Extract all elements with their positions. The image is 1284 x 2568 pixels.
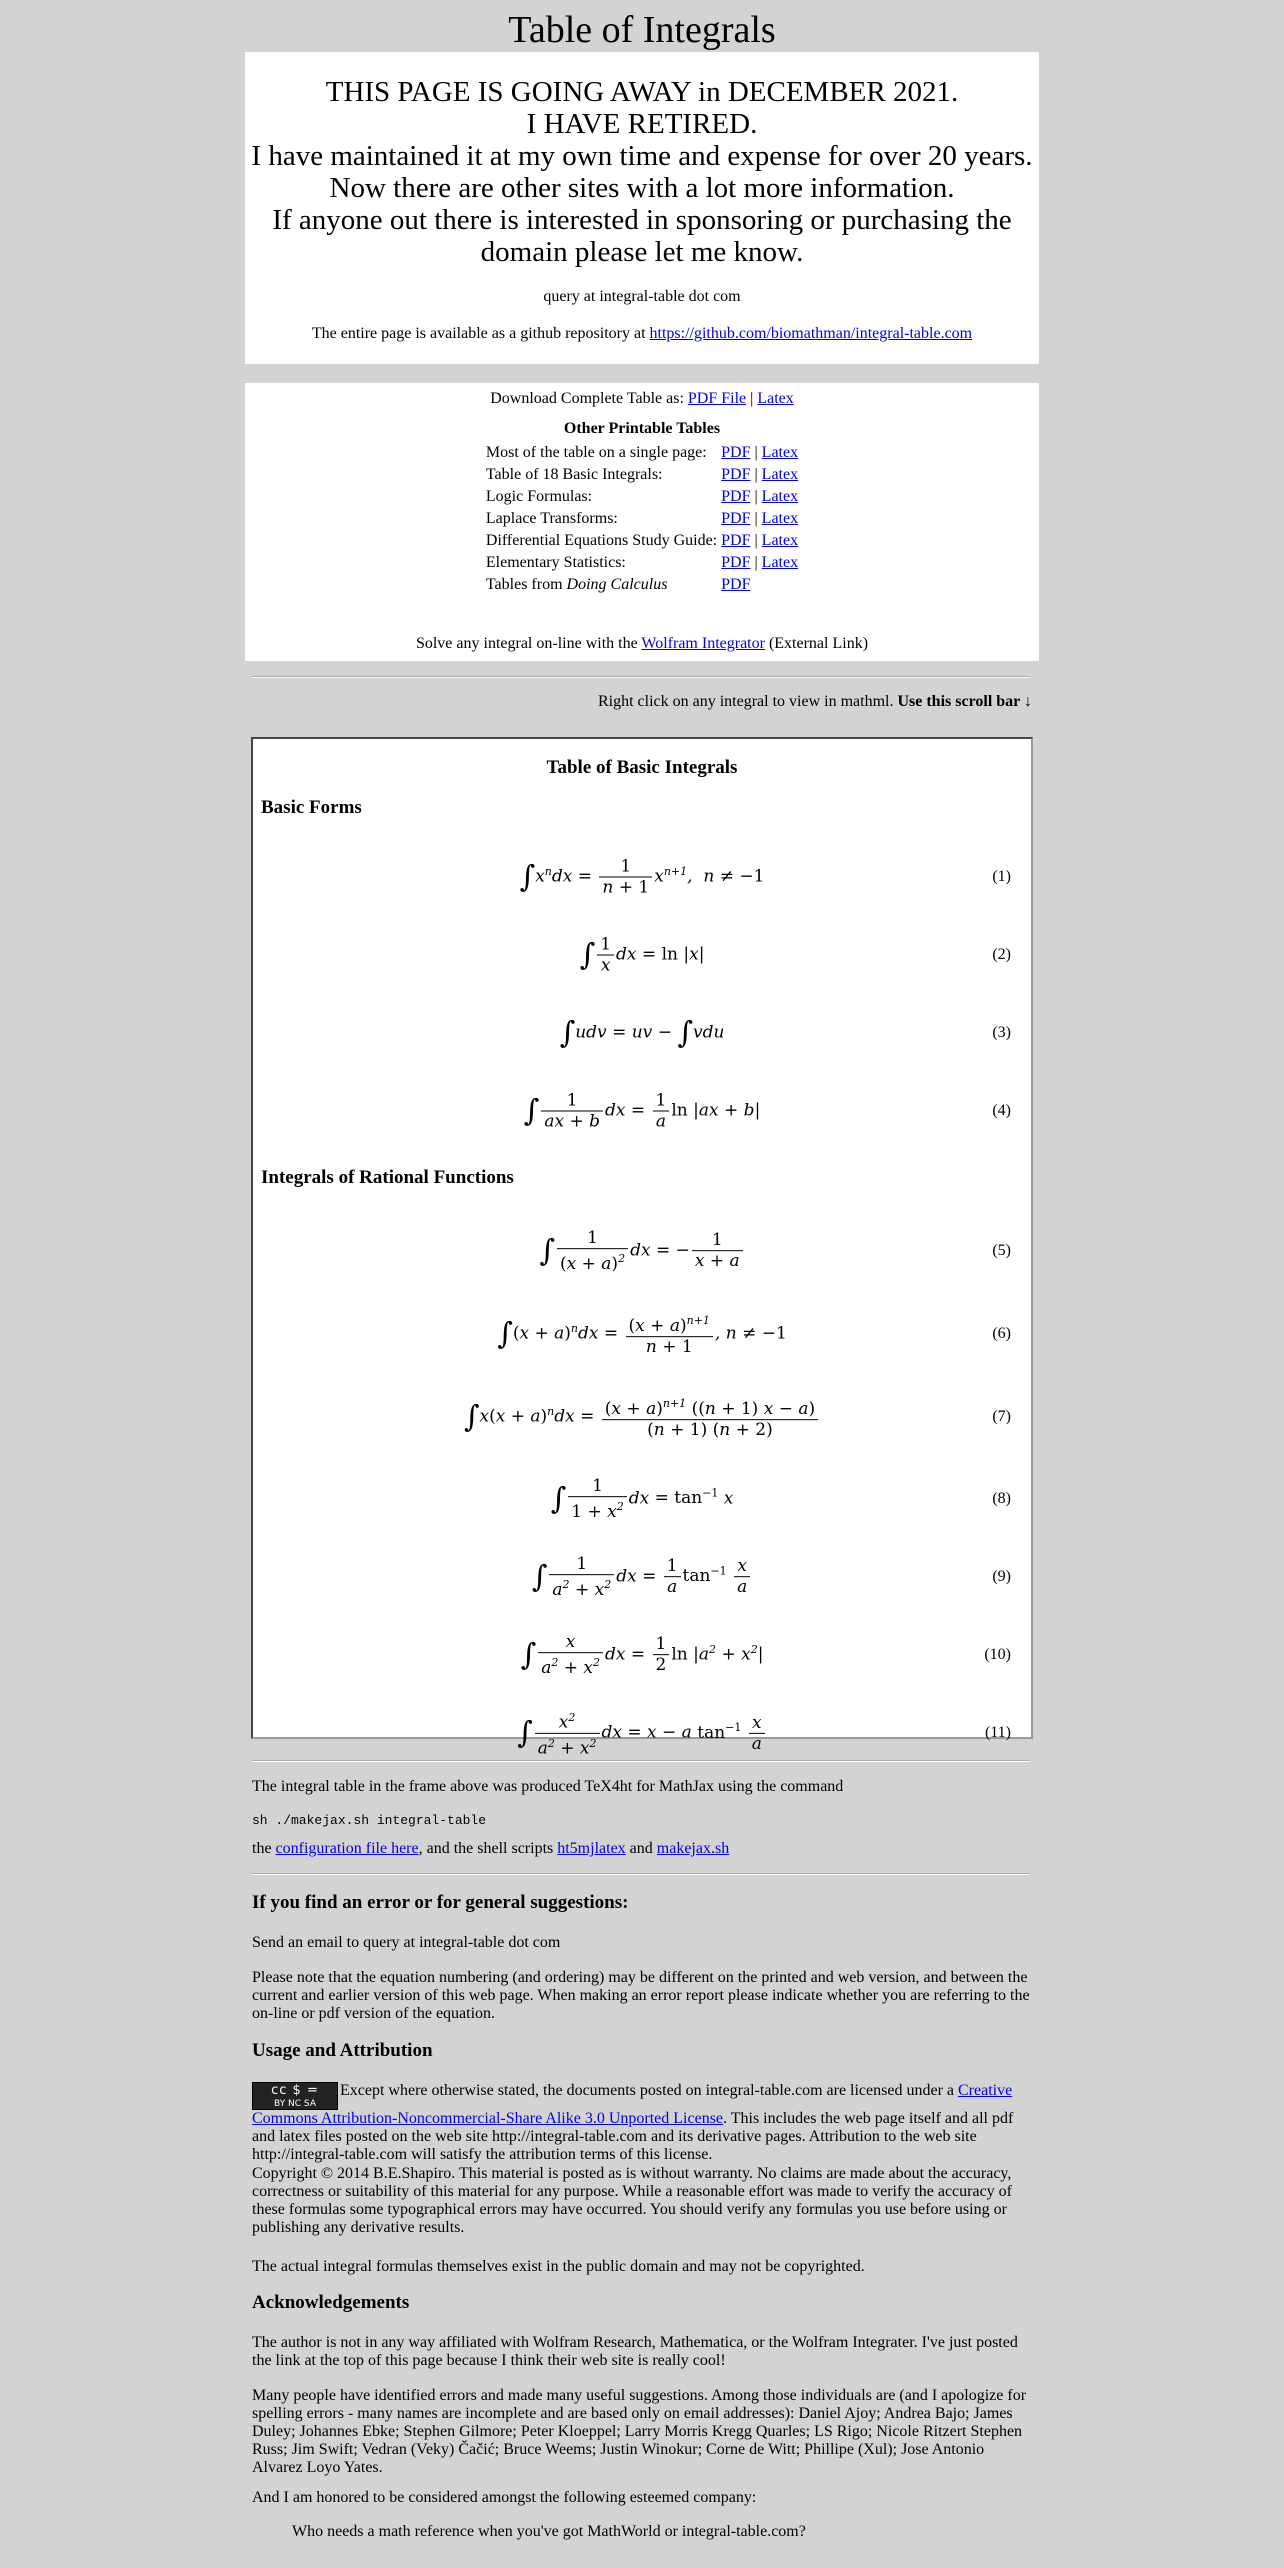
other-tables-title: Other Printable Tables xyxy=(563,420,721,437)
ack-heading: Acknowledgements xyxy=(252,2292,410,2313)
pdf-link[interactable]: PDF xyxy=(721,488,751,505)
equation xyxy=(253,1081,1031,1141)
row-label: Laplace Transforms: xyxy=(485,510,618,527)
page-title: Table of Integrals xyxy=(508,9,776,51)
errors-note: Please note that the equation numbering (and ordering) may be different on the printed and web version, and between the current and earlier version of this web page. When making an error report please indicate whether you are referring to the on-line or pdf version of the equation. xyxy=(252,1969,1030,2022)
cc-terms: BY NC SA xyxy=(274,2099,316,2109)
separator: | xyxy=(754,554,758,571)
cc-license-link[interactable]: Creative Commons Attribution-Noncommercial-Share Alike 3.0 Unported License xyxy=(252,2082,1013,2127)
pdf-link[interactable]: PDF xyxy=(721,532,751,549)
equation xyxy=(253,1221,1031,1281)
make-command: sh ./makejax.sh integral-table xyxy=(252,1813,487,1828)
equation xyxy=(253,1387,1031,1447)
download-pdf-link[interactable]: PDF File xyxy=(687,390,747,407)
separator: | xyxy=(754,510,758,527)
latex-link[interactable]: Latex xyxy=(761,466,799,483)
github-line xyxy=(245,325,1039,343)
notice-text xyxy=(245,52,1039,268)
separator: | xyxy=(750,390,754,407)
equation-number: (3) xyxy=(992,1024,1011,1041)
cc-license-badge[interactable] xyxy=(252,2082,338,2110)
formula: $\int(x + a)^ndx$ = $\frac{(x + a)^{n+1}}{n + 1}$ , n ≠ −1 xyxy=(497,1314,787,1357)
equation xyxy=(253,1469,1031,1529)
equation-number: (7) xyxy=(992,1408,1011,1425)
table-row xyxy=(484,574,800,596)
equation-number: (6) xyxy=(992,1325,1011,1342)
latex-link[interactable]: Latex xyxy=(761,510,799,527)
copyright-paragraph: Copyright © 2014 B.E.Shapiro. This material is posted as is without warranty. No claims are made about the accuracy, correctness or suitability of this material for any purpose. While a reasonable effort was made to verify the accuracy of these formulas some typographical errors may have occurred. You should verify any formulas you use before using or publishing any derivative results. xyxy=(252,2165,1013,2236)
and-word: and xyxy=(629,1840,653,1857)
github-prefix: The entire page is available as a github repository at xyxy=(311,325,646,342)
table-row xyxy=(484,508,800,530)
wolfram-integrator-link[interactable]: Wolfram Integrator xyxy=(641,635,765,652)
pdf-link[interactable]: PDF xyxy=(721,554,751,571)
pdf-link[interactable]: PDF xyxy=(721,444,751,461)
row-label xyxy=(484,574,719,596)
solve-prefix: Solve any integral on-line with the xyxy=(415,635,638,652)
notice-line: Now there are other sites with a lot more information. xyxy=(329,172,955,204)
errors-heading: If you find an error or for general suggestions: xyxy=(252,1892,629,1913)
section-basic-forms: Basic Forms xyxy=(261,797,362,818)
row-label: Elementary Statistics: xyxy=(485,554,626,571)
cc-icons: cc $ = xyxy=(271,2083,319,2098)
divider xyxy=(252,676,1030,678)
row-label: Differential Equations Study Guide: xyxy=(485,532,718,549)
pdf-link[interactable]: PDF xyxy=(721,510,751,527)
equation xyxy=(253,925,1031,985)
row-label: Most of the table on a single page: xyxy=(485,444,707,461)
latex-link[interactable]: Latex xyxy=(761,488,799,505)
formula: ∫ $\frac{1}{x}$ dx = ln |x| xyxy=(579,934,705,976)
equation-number: (8) xyxy=(992,1490,1011,1507)
equation xyxy=(253,1625,1031,1685)
ack-names-paragraph: Many people have identified errors and made many useful suggestions. Among those individuals are (and I apologize for spelling errors - many names are incomplete and are based only on email addresses): Daniel Ajoy; Andrea Bajo; James Duley; Johannes Ebke; Stephen Gilmore; Peter Kloeppel; Larry Morris Kregg Quarles; LS Rigo; Nicole Ritzert Stephen Russ; Jim Swift; Vedran (Veky) Čačić; Bruce Weems; Justin Winokur; Corne de Witt; Phillipe (Xul); Jose Antonio Alvarez Loyo Yates. xyxy=(252,2387,1027,2476)
license-suffix: . This includes the web page itself and all pdf and latex files posted on the web site http://integral-table.com and its derivative pages. Attribution to the web site http://integral-table.com will satisfy the attribution terms of this license. xyxy=(252,2110,1014,2163)
produced-by-text: The integral table in the frame above was produced TeX4ht for MathJax using the command xyxy=(252,1778,844,1795)
separator: | xyxy=(754,488,758,505)
notice-line: THIS PAGE IS GOING AWAY in DECEMBER 2021. xyxy=(325,76,959,108)
solve-line xyxy=(245,635,1039,653)
latex-link[interactable]: Latex xyxy=(761,532,799,549)
config-line xyxy=(252,1840,1032,1858)
table-row xyxy=(484,486,800,508)
makejax-link[interactable]: makejax.sh xyxy=(656,1840,730,1857)
solve-suffix: (External Link) xyxy=(768,635,869,652)
notice-line: I HAVE RETIRED. xyxy=(526,108,758,140)
download-complete-line xyxy=(245,383,1039,408)
formula: $\int x^ndx$ = $\frac{1}{n + 1}$ $x^{n+1}$, n ≠ −1 xyxy=(519,856,765,898)
formula: ∫ $\frac{x}{a^2 + x^2}$ dx = $\frac{1}{2}$ $\ln |a^2 + x^2|$ xyxy=(520,1632,764,1678)
equation xyxy=(253,1304,1031,1364)
rightclick-hint xyxy=(252,693,1032,711)
license-paragraph xyxy=(252,2082,1032,2164)
pdf-link[interactable]: PDF xyxy=(721,466,751,483)
scripts-text: , and the shell scripts xyxy=(418,1840,554,1857)
notice-line: If anyone out there is interested in sponsoring or purchasing the xyxy=(272,204,1012,236)
rightclick-text: Right click on any integral to view in mathml. xyxy=(597,693,894,710)
formula: $\int x(x + a)^ndx$ = $\frac{(x + a)^{n+1} ((n + 1) x - a)}{(n + 1) (n + 2)}$ xyxy=(253,1394,1031,1440)
config-file-link[interactable]: configuration file here xyxy=(275,1840,419,1857)
formula: ∫ $\frac{1}{1 + x^2}$ dx = $\tan^{-1} x$ xyxy=(550,1476,734,1522)
table-row xyxy=(484,552,800,574)
frame-title: Table of Basic Integrals xyxy=(546,757,738,778)
downloads-panel xyxy=(245,383,1039,661)
scroll-hint: Use this scroll bar ↓ xyxy=(897,693,1032,710)
row-label-prefix: Tables from xyxy=(485,576,563,593)
errors-send: Send an email to query at integral-table dot com xyxy=(252,1934,561,1951)
public-domain-paragraph: The actual integral formulas themselves exist in the public domain and may not be copyrighted. xyxy=(252,2258,865,2275)
section-rational-functions: Integrals of Rational Functions xyxy=(261,1167,514,1188)
formula: ∫ $\frac{1}{ax + b}$ dx = $\frac{1}{a}$ ln |ax + b| xyxy=(523,1090,761,1132)
equation-number: (9) xyxy=(992,1568,1011,1585)
printable-tables xyxy=(484,442,800,596)
github-link[interactable]: https://github.com/biomathman/integral-table.com xyxy=(649,325,973,342)
usage-heading: Usage and Attribution xyxy=(252,2040,433,2061)
license-prefix: Except where otherwise stated, the documents posted on integral-table.com are licensed under a xyxy=(340,2082,954,2099)
equation xyxy=(253,1547,1031,1607)
integral-table-frame[interactable] xyxy=(251,737,1033,1759)
formula: ∫ $\frac{1}{a^2 + x^2}$ dx = $\frac{1}{a}$ $\tan^{-1}$ $\frac{x}{a}$ xyxy=(253,1554,1031,1600)
notice-line: I have maintained it at my own time and expense for over 20 years. xyxy=(251,140,1033,172)
equation-number: (2) xyxy=(992,946,1011,963)
equation-number: (1) xyxy=(992,868,1011,885)
equation xyxy=(253,1003,1031,1063)
equation-number: (11) xyxy=(984,1724,1011,1741)
ack-paragraph: The author is not in any way affiliated with Wolfram Research, Mathematica, or the Wolfram Integrater. I've just posted the link at the top of this page because I think their web site is really cool! xyxy=(252,2334,1018,2369)
equation xyxy=(253,847,1031,907)
ht5mjlatex-link[interactable]: ht5mjlatex xyxy=(557,1840,626,1857)
download-prefix: Download Complete Table as: xyxy=(490,390,684,407)
query-line: query at integral-table dot com xyxy=(543,288,741,305)
divider xyxy=(252,1873,1030,1875)
divider xyxy=(252,1760,1030,1762)
table-row xyxy=(484,442,800,464)
ack-honored: And I am honored to be considered amongst the following esteemed company: xyxy=(252,2489,757,2506)
equation-number: (10) xyxy=(984,1646,1011,1663)
separator: | xyxy=(754,444,758,461)
notice-line: domain please let me know. xyxy=(480,236,804,268)
row-label: Table of 18 Basic Integrals: xyxy=(485,466,663,483)
formula: ∫udv = uv − ∫vdu xyxy=(559,1015,725,1051)
equation-number: (4) xyxy=(992,1102,1011,1119)
table-row xyxy=(484,464,800,486)
separator: | xyxy=(754,466,758,483)
formula: ∫ $\frac{1}{(x + a)^2}$ dx = − $\frac{1}{x + a}$ xyxy=(253,1228,1031,1274)
latex-link[interactable]: Latex xyxy=(761,444,799,461)
ack-quote: Who needs a math reference when you've got MathWorld or integral-table.com? xyxy=(292,2523,806,2540)
the-word: the xyxy=(252,1840,272,1857)
row-label: Logic Formulas: xyxy=(485,488,593,505)
separator: | xyxy=(754,532,758,549)
equation xyxy=(253,1703,1031,1763)
row-label-italic: Doing Calculus xyxy=(566,576,668,593)
formula: ∫ $\frac{x^2}{a^2 + x^2}$ dx = x − a $\tan^{-1}$ $\frac{x}{a}$ xyxy=(253,1708,1031,1758)
table-row xyxy=(484,530,800,552)
download-latex-link[interactable]: Latex xyxy=(757,390,794,407)
pdf-link[interactable]: PDF xyxy=(721,576,751,593)
equation-number: (5) xyxy=(992,1242,1011,1259)
retirement-notice xyxy=(245,52,1039,364)
latex-link[interactable]: Latex xyxy=(761,554,799,571)
